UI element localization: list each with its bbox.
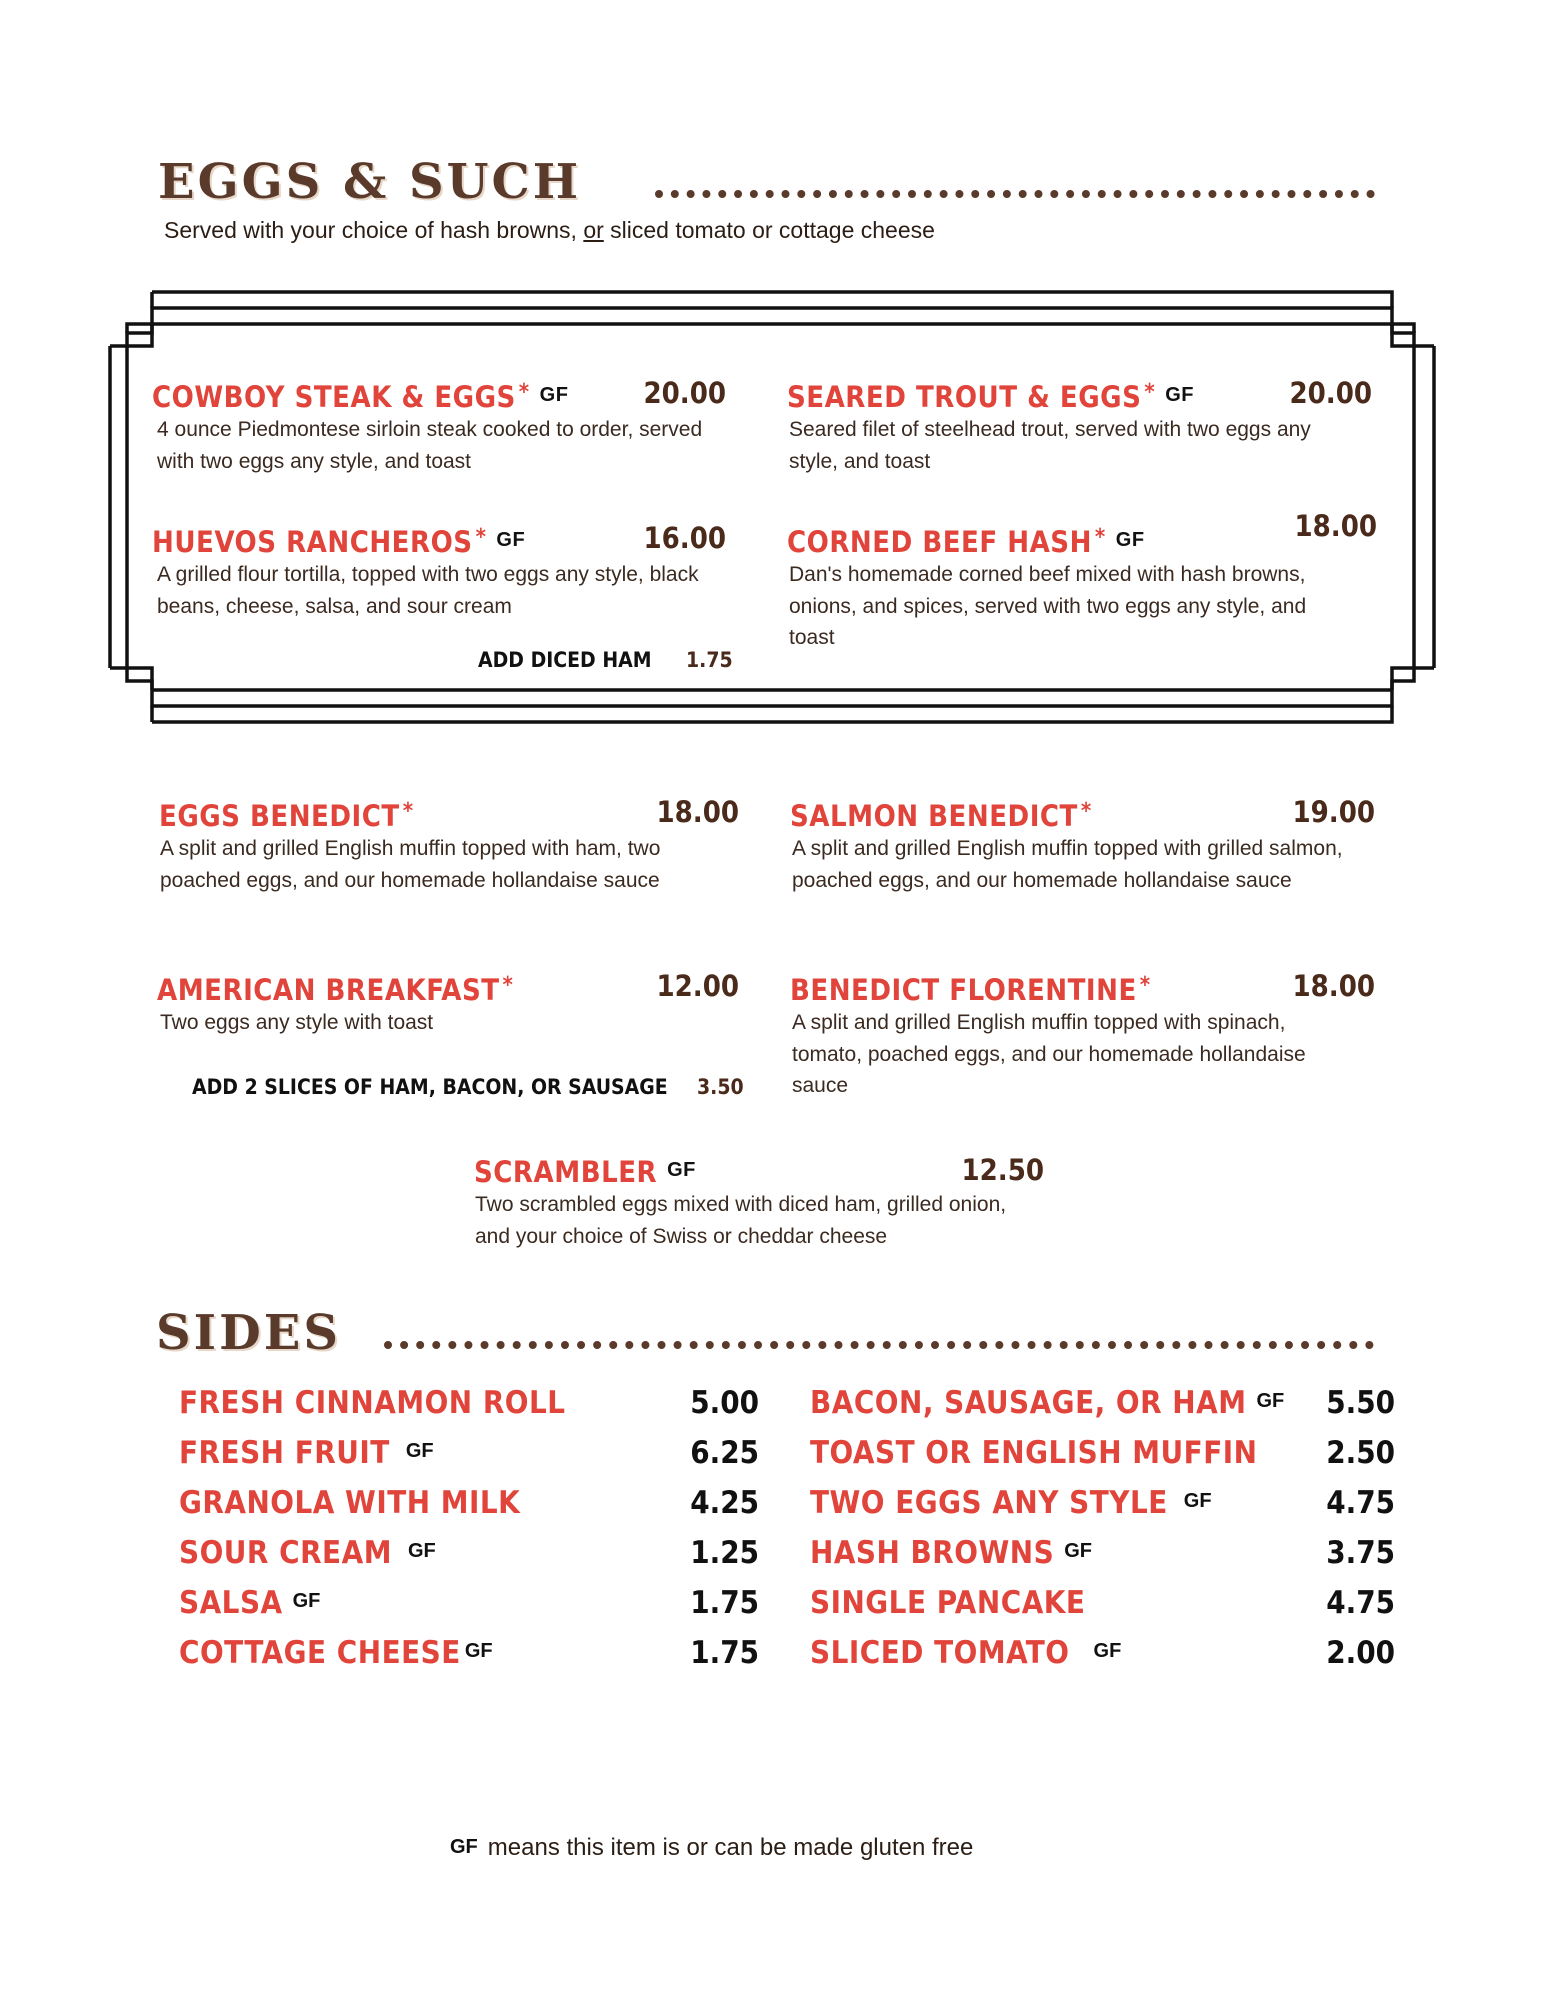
item-description: A grilled flour tortilla, topped with two eggs any style, black beans, cheese, salsa, and sour cream	[157, 563, 699, 618]
eggs-section-title: EGGS & SUCH	[158, 154, 582, 210]
addon-price-meats: 3.50	[697, 1075, 744, 1099]
item-name: BENEDICT FLORENTINE *	[790, 973, 1151, 1007]
menu-item-american-breakfast	[157, 969, 739, 1039]
side-item-price: 1.25	[690, 1535, 759, 1571]
item-name: SALMON BENEDICT *	[790, 799, 1092, 833]
side-item-price: 5.00	[690, 1385, 759, 1421]
menu-item-eggs-benedict	[159, 795, 739, 896]
menu-item-cowboy-steak	[152, 376, 732, 477]
menu-item-corned-beef-hash	[787, 509, 1377, 654]
gf-badge: GF	[1064, 1540, 1092, 1562]
gf-badge: GF	[292, 1590, 321, 1612]
item-price: 19.00	[1292, 795, 1375, 829]
sides-section-title: SIDES	[156, 1305, 341, 1361]
side-item-price: 4.75	[1326, 1585, 1395, 1621]
menu-item-seared-trout	[787, 376, 1372, 477]
side-item-row	[810, 1435, 1395, 1485]
side-item-row	[179, 1485, 759, 1535]
side-item-name: FRESH CINNAMON ROLL	[179, 1385, 566, 1421]
item-description: Two eggs any style with toast	[160, 1011, 434, 1034]
side-item-price: 2.00	[1326, 1635, 1395, 1671]
side-item-price: 4.75	[1326, 1485, 1395, 1521]
side-item-name: SALSA	[179, 1585, 283, 1621]
item-price: 18.00	[1292, 969, 1375, 1003]
side-item-name: HASH BROWNS	[810, 1535, 1055, 1571]
side-item-row	[179, 1535, 759, 1585]
side-item-name: FRESH FRUIT	[179, 1435, 390, 1471]
item-price: 20.00	[643, 376, 726, 410]
item-description: Dan's homemade corned beef mixed with hash browns, onions, and spices, served with two eggs any style, and toast	[789, 563, 1307, 649]
item-description: Seared filet of steelhead trout, served with two eggs any style, and toast	[789, 418, 1311, 473]
menu-item-salmon-benedict	[790, 795, 1375, 896]
gf-badge: GF	[1115, 529, 1145, 551]
side-item-row	[810, 1485, 1395, 1535]
item-price: 16.00	[643, 521, 726, 555]
gf-badge: GF	[1093, 1640, 1122, 1662]
side-item-row	[179, 1585, 759, 1635]
side-item-price: 3.75	[1326, 1535, 1395, 1571]
item-description: A split and grilled English muffin topped with spinach, tomato, poached eggs, and our homemade hollandaise sauce	[792, 1011, 1306, 1097]
side-item-price: 4.25	[690, 1485, 759, 1521]
gf-badge: GF	[464, 1640, 493, 1662]
addon-label-meats: ADD 2 SLICES OF HAM, BACON, OR SAUSAGE	[192, 1075, 668, 1099]
sides-left-column	[179, 1385, 759, 1685]
eggs-section-subtitle: Served with your choice of hash browns, or sliced tomato or cottage cheese	[164, 217, 935, 243]
side-item-name: GRANOLA WITH MILK	[179, 1485, 521, 1521]
gluten-free-footnote	[450, 1834, 973, 1862]
side-item-row	[179, 1635, 759, 1685]
side-item-row	[810, 1585, 1395, 1635]
gf-badge: GF	[1256, 1390, 1285, 1412]
side-item-price: 1.75	[690, 1635, 759, 1671]
side-item-row	[810, 1635, 1395, 1685]
item-description: 4 ounce Piedmontese sirloin steak cooked to order, served with two eggs any style, and toast	[157, 418, 703, 473]
gf-badge: GF	[407, 1540, 436, 1562]
side-item-name: SLICED TOMATO	[810, 1635, 1070, 1671]
side-item-row	[810, 1535, 1395, 1585]
menu-item-scrambler	[474, 1153, 1044, 1252]
side-item-name: TOAST OR ENGLISH MUFFIN	[810, 1435, 1258, 1471]
item-price: 12.50	[961, 1153, 1044, 1187]
item-name: HUEVOS RANCHEROS * $^{GF}$	[152, 525, 526, 559]
addon-price-diced-ham: 1.75	[686, 648, 733, 672]
gf-badge: GF	[539, 384, 569, 406]
side-item-name: SOUR CREAM	[179, 1535, 392, 1571]
gf-badge: GF	[1165, 384, 1195, 406]
item-name: CORNED BEEF HASH * $^{GF}$	[787, 525, 1145, 559]
menu-item-benedict-florentine	[790, 969, 1375, 1102]
menu-item-huevos-rancheros	[152, 521, 732, 622]
sides-right-column	[810, 1385, 1395, 1685]
item-price: 18.00	[656, 795, 739, 829]
gf-badge: GF	[496, 529, 526, 551]
sides-dot-leader	[384, 1341, 1374, 1349]
side-item-name: SINGLE PANCAKE	[810, 1585, 1086, 1621]
side-item-name: BACON, SAUSAGE, OR HAM	[810, 1385, 1247, 1421]
side-item-row	[179, 1385, 759, 1435]
footnote-text: means this item is or can be made gluten free	[487, 1834, 974, 1861]
side-item-row	[179, 1435, 759, 1485]
side-item-price: 6.25	[690, 1435, 759, 1471]
item-name: COWBOY STEAK & EGGS * $^{GF}$	[152, 380, 569, 414]
side-item-name: COTTAGE CHEESE	[179, 1635, 461, 1671]
item-name: SEARED TROUT & EGGS * $^{GF}$	[787, 380, 1195, 414]
side-item-price: 2.50	[1326, 1435, 1395, 1471]
addon-label-diced-ham: ADD DICED HAM	[478, 648, 652, 672]
item-price: 18.00	[1294, 509, 1377, 543]
side-item-row	[810, 1385, 1395, 1435]
item-description: A split and grilled English muffin topped with grilled salmon, poached eggs, and our homemade hollandaise sauce	[792, 837, 1343, 892]
item-price: 20.00	[1289, 376, 1372, 410]
side-item-name: TWO EGGS ANY STYLE	[810, 1485, 1168, 1521]
item-name: EGGS BENEDICT *	[159, 799, 414, 833]
gf-badge: GF	[405, 1440, 434, 1462]
item-description: A split and grilled English muffin topped with ham, two poached eggs, and our homemade hollandaise sauce	[160, 837, 661, 892]
gf-badge: GF	[450, 1836, 478, 1858]
item-name: AMERICAN BREAKFAST *	[157, 973, 514, 1007]
gf-badge: GF	[667, 1159, 696, 1181]
item-name: SCRAMBLER $^{GF}$	[474, 1155, 696, 1189]
item-price: 12.00	[656, 969, 739, 1003]
gf-badge: GF	[1183, 1490, 1212, 1512]
item-description: Two scrambled eggs mixed with diced ham, grilled onion, and your choice of Swiss or cheddar cheese	[475, 1193, 1007, 1248]
side-item-price: 1.75	[690, 1585, 759, 1621]
side-item-price: 5.50	[1326, 1385, 1395, 1421]
